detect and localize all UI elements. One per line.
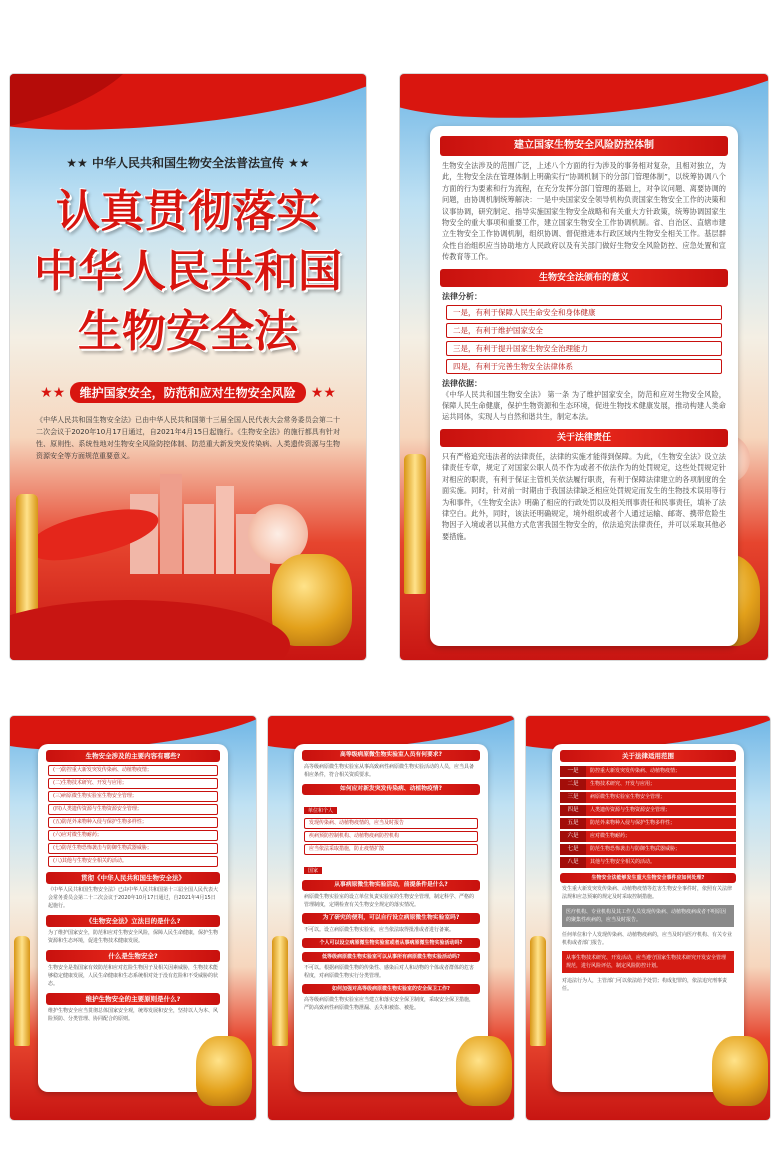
scope-row <box>560 831 736 842</box>
implement-text: 《中华人民共和国生物安全法》已由中华人民共和国第十三届全国人民代表大会常务委员会第二十二次会议于2020年10月17日通过，自2021年4月15日起施行。 <box>48 887 219 909</box>
low-level-heading: 低等级病原微生物实验室可以从事所有病原微生物实验活动吗? <box>302 952 480 962</box>
section-title-risk-control: 建立国家生物安全风险防控体制 <box>440 136 728 156</box>
star-icon: ★★ <box>40 385 70 401</box>
scope-row <box>560 766 736 777</box>
significance-item: 三是，有利于提升国家生物安全治理能力 <box>446 341 722 356</box>
huabiao-pillar <box>16 494 38 624</box>
risk-control-text: 生物安全法涉及的范围广泛，上述八个方面的行为涉及的事务相对复杂，且相对独立，为此，生物安全法在管理体制上明确实行“协调机制下的分部门管理体制”，以统筹协调八个方面的行为要素和行为流程，在充分发挥分部门管理的基础上，对争议问题、离要协调的问题，由协调机制统筹解决：一是中央国家安全领导机构负责国家生物安全工作的决策和议事协调，研究制定、指导实施国家生物安全战略和有关重大方针政策，统筹协调国家生物安全的重大事项和重要工作，建立国家生物安全工作协调机制。省、自治区、直辖市建立生物安全工作协调机制，组织协调、督促推进本行政区域内生物安全相关工作。基层群众性自治组织应当协助地方人民政府以及有关部门做好生物安全风险防控、应急处置和宣传教育等工作。 <box>442 161 726 262</box>
scope-row-value: 防范生物恐怖袭击与防御生物武器威胁； <box>586 844 736 855</box>
content-item: (八)其他与生物安全相关的活动。 <box>48 856 218 867</box>
significance-item: 一是，有利于保障人民生命安全和身体健康 <box>446 305 722 320</box>
building <box>184 504 214 574</box>
low-level-text: 不可以。根据病原微生物的传染性、感染后对人和动物的个体或者群体的危害程度，对病原微生物实行分类管理。 <box>304 965 475 979</box>
poster4-card <box>294 744 488 1092</box>
content-item: (五)防范外来物种入侵与保护生物多样性； <box>48 817 218 828</box>
scope-list <box>560 766 736 868</box>
title-line-3: 生物安全法 <box>78 306 298 357</box>
building <box>160 474 182 574</box>
self-setup-heading: 为了研究的便利，可以自行设立病原微生物实验室吗? <box>302 913 480 924</box>
star-icon: ★★ <box>66 156 92 170</box>
star-icon: ★★ <box>284 156 310 170</box>
scope-row <box>560 818 736 829</box>
purpose-text: 为了维护国家安全，防范和应对生物安全风险，保障人民生命健康，保护生物资源和生态环境，促进生物技术健康发展。 <box>48 930 219 944</box>
scope-row-key: 五是 <box>560 818 586 829</box>
definition-text: 生物安全是指国家有效防范和应对危险生物因子及相关因素威胁，生物技术能够稳定健康发展，人民生命健康和生态系统相对处于没有危险和不受威胁的状态。 <box>48 965 219 987</box>
research-box: 从事生物技术研究、开发活动，应当遵守国家生物技术研究开发安全管理规范，进行风险评估，制定风险防控计划。 <box>562 951 734 973</box>
content-item: (一)防控重大新发突发传染病、动植物疫情； <box>48 765 218 776</box>
principle-heading: 维护生物安全的主要原则是什么? <box>46 993 220 1005</box>
precondition-heading: 从事病原微生物实验活动，前提条件是什么? <box>302 880 480 891</box>
red-ribbon-top <box>400 74 768 133</box>
subtitle-text: 中华人民共和国生物安全法普法宣传 <box>91 156 284 170</box>
huabiao-pillar <box>272 936 288 1046</box>
subtag-units: 单位和个人 <box>304 807 337 814</box>
scope-row <box>560 792 736 803</box>
report-text: 任何单位和个人发现传染病、动植物疫病的，应当及时向医疗机构、有关专业机构或者部门报告。 <box>562 932 733 946</box>
poster-risk-control <box>400 74 768 660</box>
scope-row-key: 七是 <box>560 844 586 855</box>
content-item: (四)人类遗传资源与生物资源安全管理； <box>48 804 218 815</box>
basis-text: 《中华人民共和国生物安全法》 第一条 为了维护国家安全，防范和应对生物安全风险，保障人民生命健康，保护生物资源和生态环境，促进生物技术健康发展，推动构建人类命运共同体，实现人与自然和谐共生，制定本法。 <box>442 389 726 422</box>
staff-text: 高等级病原微生物实验室从事高致病性病原微生物实验活动的人员，应当具备相应条件，符合相关资质要求。 <box>304 764 475 778</box>
golden-lion-statue <box>712 1036 768 1106</box>
significance-item: 四是，有利于完善生物安全法律体系 <box>446 359 722 374</box>
self-setup-text: 不可以。设立病原微生物实验室，应当依法取得批准或者进行备案。 <box>304 927 455 933</box>
scope-row <box>560 857 736 868</box>
poster1-intro: 《中华人民共和国生物安全法》已由中华人民共和国第十三届全国人民代表大会常务委员会第二十二次会议于2020年10月17日通过，自2021年4月15日起施行。《生物安全法》的施行都具有针对性、原则性、系统性地对生物安全风险防控体制、防范重大新发突发传染病、人类遗传资源与生物资源安全等方面规范重要意义。 <box>36 416 340 460</box>
poster2-card <box>430 126 738 646</box>
subtag-state: 国家 <box>304 867 322 874</box>
scope-row-key: 一是 <box>560 766 586 777</box>
scope-row-key: 四是 <box>560 805 586 816</box>
scope-row <box>560 779 736 790</box>
section-title-liability: 关于法律责任 <box>440 429 728 447</box>
poster-cover <box>10 74 366 660</box>
incident-heading: 生物安全法能够发生重大生物安全事件应如何处理? <box>560 873 736 883</box>
title-line-2: 中华人民共和国 <box>34 246 342 297</box>
epidemic-heading: 如何应对新发突发传染病、动植物疫情? <box>302 784 480 795</box>
scope-row-value: 生物技术研究、开发与应用； <box>586 779 736 790</box>
content-item: (七)防范生物恐怖袭击与防御生物武器威胁； <box>48 843 218 854</box>
scope-row <box>560 844 736 855</box>
staff-heading: 高等级病原微生物实验室人员有何要求? <box>302 750 480 761</box>
slogan: 维护国家安全，防范和应对生物安全风险 <box>70 382 306 403</box>
scope-row-value: 人类遗传资源与生物资源安全管理； <box>586 805 736 816</box>
scope-heading: 关于法律适用范围 <box>560 750 736 762</box>
star-icon: ★★ <box>310 385 336 401</box>
content-heading: 生物安全涉及的主要内容有哪些? <box>46 750 220 762</box>
content-item: (二)生物技术研究、开发与应用； <box>48 778 218 789</box>
poster1-slogan-band <box>30 382 346 404</box>
poster5-card <box>552 744 744 1092</box>
individual-heading: 个人可以设立病原微生物实验室或者从事病原微生物实验活动吗? <box>302 938 480 948</box>
principle-text: 维护生物安全应当贯彻总体国家安全观，统筹发展和安全，坚持以人为本、风险预防、分类管理、协同配合的原则。 <box>48 1008 219 1022</box>
poster-scope <box>526 716 770 1120</box>
golden-lion-statue <box>456 1036 512 1106</box>
section-title-significance: 生物安全法颁布的意义 <box>440 269 728 287</box>
epidemic-item: 疾病预防控制机构、动植物疫病防控机构 <box>304 831 478 842</box>
scope-row-key: 二是 <box>560 779 586 790</box>
poster1-subtitle <box>10 154 366 171</box>
security-text: 高等级病原微生物实验室应当建立和落实安全保卫制度，采取安全保卫措施，严防高致病性病原微生物泄漏、丢失和被盗、被抢。 <box>304 997 475 1011</box>
penalty-text: 对违法行为人，主管部门可以依法给予处罚；构成犯罪的，依法追究刑事责任。 <box>562 978 728 992</box>
red-wave-bottom <box>10 600 290 660</box>
huabiao-pillar <box>530 936 546 1046</box>
scope-row-value: 其他与生物安全相关的活动。 <box>586 857 736 868</box>
poster3-card <box>38 744 228 1092</box>
huabiao-pillar <box>14 936 30 1046</box>
definition-heading: 什么是生物安全? <box>46 950 220 962</box>
implement-heading: 贯彻《中华人民共和国生物安全法》 <box>46 872 220 884</box>
golden-lion-statue <box>196 1036 252 1106</box>
epidemic-item: 应当依法采取措施，防止疫情扩散 <box>304 844 478 855</box>
title-line-1: 认真贯彻落实 <box>56 186 320 237</box>
scope-row-value: 防控重大新发突发传染病、动植物疫情； <box>586 766 736 777</box>
liability-text: 只有严格追究违法者的法律责任，法律的实施才能得到保障。为此，《生物安全法》设立法律责任专章，规定了对国家公职人员不作为或者不依法作为的处罚规定，这些处罚规定针对相应的职责，有利于保证主管机关依法履行职责，有利于保障法律建立的各项制度的全面实施。同时，针对前一时期由于我国法律缺乏相应处罚规定而发生的生物技术误用等行为和事件，《生物安全法》明确了相应的行政处罚以及相关刑事责任和民事责任，填补了法律空白。此外，同时，该法还明确规定，境外组织或者个人通过运输、邮寄、携带危险生物因子入境或者以其他方式危害我国生物安全的，依法追究法律责任，并可以采取其他必要措施。 <box>442 451 726 541</box>
scope-row <box>560 805 736 816</box>
report-box: 医疗机构、专业机构及其工作人员发现传染病、动植物疫病或者不明原因的聚集性疾病的，应当及时报告。 <box>562 905 734 927</box>
poster-laboratory <box>268 716 514 1120</box>
epidemic-item: 发现传染病、动植物疫情的，应当及时报告 <box>304 818 478 829</box>
scope-row-value: 防范外来物种入侵与保护生物多样性； <box>586 818 736 829</box>
huabiao-pillar <box>404 454 426 594</box>
analysis-label: 法律分析： <box>442 291 482 301</box>
scope-row-key: 三是 <box>560 792 586 803</box>
purpose-heading: 《生物安全法》立法目的是什么? <box>46 915 220 927</box>
significance-item: 二是，有利于维护国家安全 <box>446 323 722 338</box>
content-item: (六)应对微生物耐药； <box>48 830 218 841</box>
scope-row-value: 应对微生物耐药； <box>586 831 736 842</box>
scope-row-value: 病原微生物实验室生物安全管理； <box>586 792 736 803</box>
content-item: (三)病原微生物实验室生物安全管理； <box>48 791 218 802</box>
poster1-title <box>10 182 366 362</box>
precondition-text: 病原微生物实验室的设立单位负责实验室的生物安全管理，制定科学、严格的管理制度，定期检查有关生物安全规定的落实情况。 <box>304 894 475 908</box>
scope-row-key: 六是 <box>560 831 586 842</box>
incident-text: 发生重大新发突发传染病、动植物疫情等危害生物安全事件时，依照有关法律法规和应急预案的规定及时采取控制措施。 <box>562 886 733 900</box>
building <box>216 486 234 574</box>
scope-row-key: 八是 <box>560 857 586 868</box>
poster-content-overview <box>10 716 256 1120</box>
security-heading: 如何加强对高等级病原微生物实验室的安全保卫工作? <box>302 984 480 994</box>
basis-label: 法律依据： <box>442 378 482 388</box>
